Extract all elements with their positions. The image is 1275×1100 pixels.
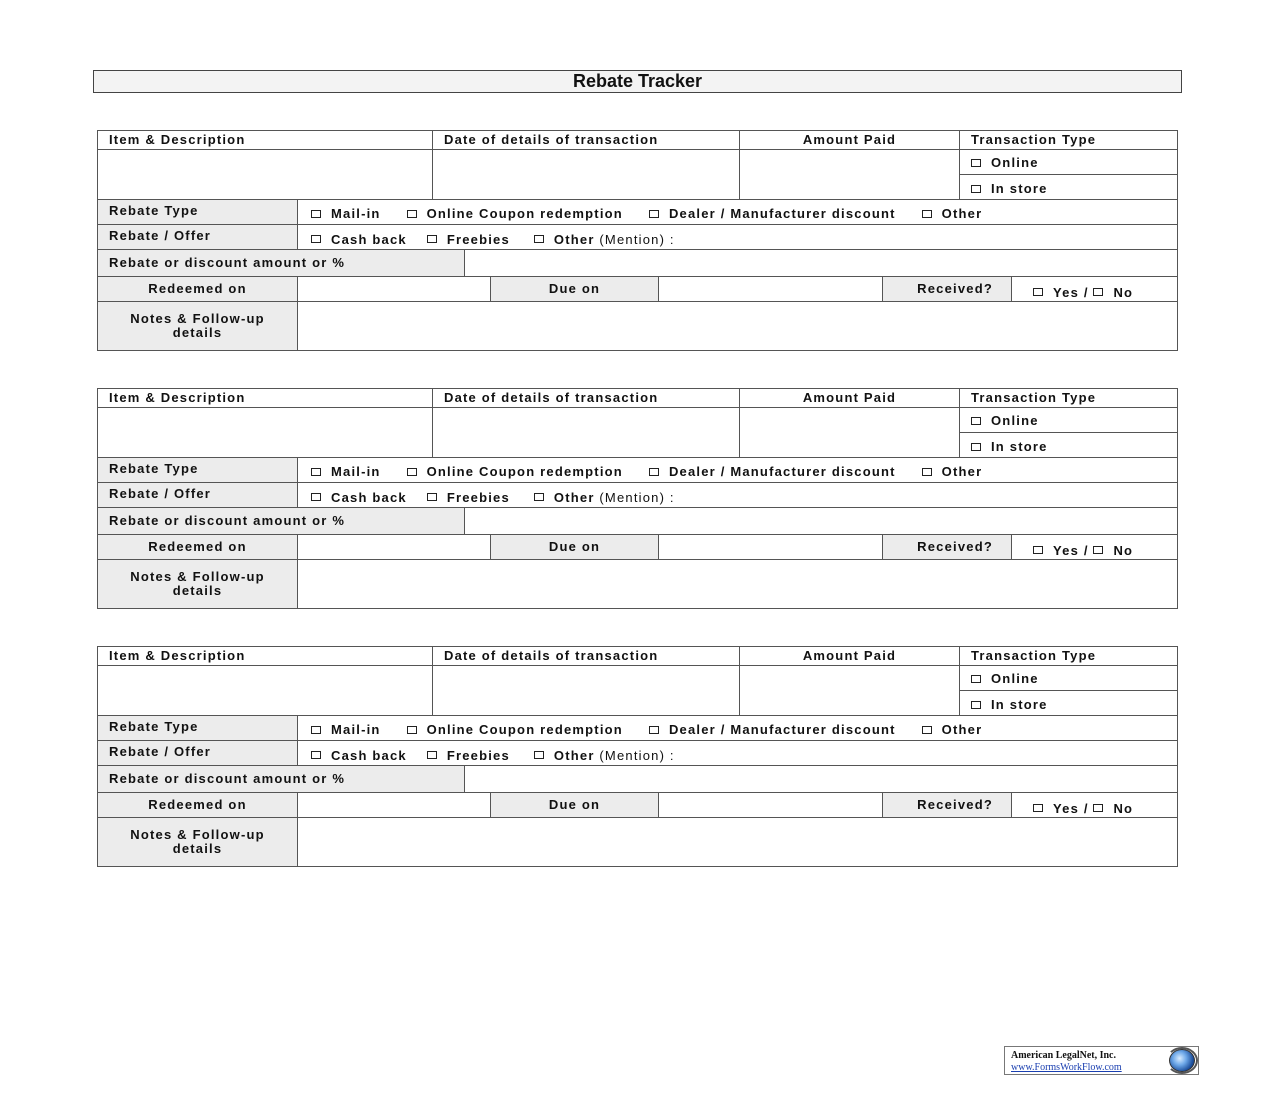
checkbox-icon[interactable] bbox=[971, 701, 981, 709]
checkbox-icon[interactable] bbox=[311, 468, 321, 476]
rebate-amount-label: Rebate or discount amount or % bbox=[97, 249, 465, 277]
company-url[interactable]: www.FormsWorkFlow.com bbox=[1011, 1062, 1122, 1073]
checkbox-icon[interactable] bbox=[649, 210, 659, 218]
amount-paid-header: Amount Paid bbox=[739, 388, 960, 408]
due-on-label: Due on bbox=[490, 276, 659, 302]
globe-icon bbox=[1169, 1049, 1195, 1072]
checkbox-icon[interactable] bbox=[1093, 804, 1103, 812]
checkbox-icon[interactable] bbox=[311, 726, 321, 734]
yes-option[interactable]: Yes / bbox=[1033, 794, 1089, 823]
notes-field[interactable] bbox=[297, 559, 1178, 609]
in-store-label: In store bbox=[991, 439, 1048, 454]
received-label: Received? bbox=[882, 276, 1012, 302]
item-description-field[interactable] bbox=[97, 407, 433, 458]
checkbox-icon[interactable] bbox=[427, 493, 437, 501]
rebate-type-options bbox=[297, 199, 1178, 225]
other-offer-option[interactable]: Other (Mention) : bbox=[534, 226, 675, 253]
other-offer-option[interactable]: Other (Mention) : bbox=[534, 484, 675, 511]
online-option[interactable] bbox=[959, 149, 1178, 175]
checkbox-icon[interactable] bbox=[1033, 546, 1043, 554]
other-offer-option[interactable]: Other (Mention) : bbox=[534, 742, 675, 769]
rebate-offer-label: Rebate / Offer bbox=[97, 740, 298, 766]
checkbox-icon[interactable] bbox=[534, 493, 544, 501]
checkbox-icon[interactable] bbox=[1033, 288, 1043, 296]
received-options bbox=[1011, 792, 1178, 818]
checkbox-icon[interactable] bbox=[971, 675, 981, 683]
rebate-type-options bbox=[297, 715, 1178, 741]
notes-label: Notes & Follow-up details bbox=[97, 559, 298, 609]
checkbox-icon[interactable] bbox=[311, 493, 321, 501]
item-description-field[interactable] bbox=[97, 149, 433, 200]
received-label: Received? bbox=[882, 534, 1012, 560]
checkbox-icon[interactable] bbox=[427, 235, 437, 243]
date-details-field[interactable] bbox=[432, 407, 740, 458]
item-description-header: Item & Description bbox=[97, 646, 433, 666]
rebate-offer-options bbox=[297, 224, 1178, 250]
rebate-amount-label: Rebate or discount amount or % bbox=[97, 765, 465, 793]
in-store-option[interactable] bbox=[959, 432, 1178, 458]
received-options bbox=[1011, 534, 1178, 560]
in-store-label: In store bbox=[991, 181, 1048, 196]
checkbox-icon[interactable] bbox=[971, 185, 981, 193]
amount-paid-header: Amount Paid bbox=[739, 130, 960, 150]
online-coupon-option[interactable]: Online Coupon redemption bbox=[407, 458, 623, 486]
online-label: Online bbox=[991, 413, 1039, 428]
cash-back-option[interactable]: Cash back bbox=[311, 484, 407, 511]
in-store-option[interactable] bbox=[959, 174, 1178, 200]
checkbox-icon[interactable] bbox=[971, 159, 981, 167]
due-on-label: Due on bbox=[490, 792, 659, 818]
amount-paid-field[interactable] bbox=[739, 407, 960, 458]
other-type-option[interactable]: Other bbox=[922, 716, 983, 744]
checkbox-icon[interactable] bbox=[534, 751, 544, 759]
mail-in-option[interactable]: Mail-in bbox=[311, 200, 381, 228]
transaction-type-header: Transaction Type bbox=[959, 130, 1178, 150]
in-store-option[interactable] bbox=[959, 690, 1178, 716]
cash-back-option[interactable]: Cash back bbox=[311, 226, 407, 253]
due-on-field[interactable] bbox=[658, 534, 883, 560]
online-label: Online bbox=[991, 155, 1039, 170]
date-details-field[interactable] bbox=[432, 665, 740, 716]
rebate-type-options bbox=[297, 457, 1178, 483]
mention-label: (Mention) : bbox=[599, 231, 675, 247]
in-store-label: In store bbox=[991, 697, 1048, 712]
amount-paid-field[interactable] bbox=[739, 149, 960, 200]
checkbox-icon[interactable] bbox=[407, 210, 417, 218]
notes-label: Notes & Follow-up details bbox=[97, 301, 298, 351]
freebies-option[interactable]: Freebies bbox=[427, 484, 510, 511]
rebate-entry-block bbox=[97, 388, 1178, 609]
redeemed-on-field[interactable] bbox=[297, 792, 491, 818]
checkbox-icon[interactable] bbox=[1093, 288, 1103, 296]
rebate-type-label: Rebate Type bbox=[97, 199, 298, 225]
checkbox-icon[interactable] bbox=[922, 210, 932, 218]
mention-label: (Mention) : bbox=[599, 747, 675, 763]
due-on-field[interactable] bbox=[658, 792, 883, 818]
rebate-type-label: Rebate Type bbox=[97, 715, 298, 741]
no-option[interactable]: No bbox=[1093, 278, 1133, 307]
checkbox-icon[interactable] bbox=[922, 468, 932, 476]
notes-field[interactable] bbox=[297, 301, 1178, 351]
transaction-type-header: Transaction Type bbox=[959, 388, 1178, 408]
checkbox-icon[interactable] bbox=[311, 210, 321, 218]
redeemed-on-field[interactable] bbox=[297, 276, 491, 302]
yes-option[interactable]: Yes / bbox=[1033, 278, 1089, 307]
rebate-offer-label: Rebate / Offer bbox=[97, 482, 298, 508]
rebate-offer-label: Rebate / Offer bbox=[97, 224, 298, 250]
notes-label: Notes & Follow-up details bbox=[97, 817, 298, 867]
checkbox-icon[interactable] bbox=[922, 726, 932, 734]
rebate-entry-block bbox=[97, 130, 1178, 351]
date-details-header: Date of details of transaction bbox=[432, 388, 740, 408]
transaction-type-header: Transaction Type bbox=[959, 646, 1178, 666]
dealer-manufacturer-option[interactable]: Dealer / Manufacturer discount bbox=[649, 716, 896, 744]
due-on-field[interactable] bbox=[658, 276, 883, 302]
redeemed-on-field[interactable] bbox=[297, 534, 491, 560]
checkbox-icon[interactable] bbox=[971, 417, 981, 425]
item-description-field[interactable] bbox=[97, 665, 433, 716]
other-type-option[interactable]: Other bbox=[922, 458, 983, 486]
yes-option[interactable]: Yes / bbox=[1033, 536, 1089, 565]
received-options bbox=[1011, 276, 1178, 302]
due-on-label: Due on bbox=[490, 534, 659, 560]
company-logo[interactable] bbox=[1004, 1046, 1199, 1075]
checkbox-icon[interactable] bbox=[649, 726, 659, 734]
form-title: Rebate Tracker bbox=[93, 70, 1182, 93]
amount-paid-field[interactable] bbox=[739, 665, 960, 716]
no-option[interactable]: No bbox=[1093, 536, 1133, 565]
no-option[interactable]: No bbox=[1093, 794, 1133, 823]
dealer-manufacturer-option[interactable]: Dealer / Manufacturer discount bbox=[649, 200, 896, 228]
rebate-amount-label: Rebate or discount amount or % bbox=[97, 507, 465, 535]
mail-in-option[interactable]: Mail-in bbox=[311, 716, 381, 744]
redeemed-on-label: Redeemed on bbox=[97, 276, 298, 302]
online-coupon-option[interactable]: Online Coupon redemption bbox=[407, 716, 623, 744]
checkbox-icon[interactable] bbox=[407, 468, 417, 476]
checkbox-icon[interactable] bbox=[311, 235, 321, 243]
freebies-option[interactable]: Freebies bbox=[427, 742, 510, 769]
company-name: American LegalNet, Inc. bbox=[1011, 1050, 1116, 1061]
online-coupon-option[interactable]: Online Coupon redemption bbox=[407, 200, 623, 228]
cash-back-option[interactable]: Cash back bbox=[311, 742, 407, 769]
rebate-amount-field[interactable] bbox=[464, 249, 1178, 277]
rebate-entry-block bbox=[97, 646, 1178, 867]
checkbox-icon[interactable] bbox=[649, 468, 659, 476]
rebate-amount-field[interactable] bbox=[464, 507, 1178, 535]
online-label: Online bbox=[991, 671, 1039, 686]
date-details-field[interactable] bbox=[432, 149, 740, 200]
checkbox-icon[interactable] bbox=[427, 751, 437, 759]
mention-label: (Mention) : bbox=[599, 489, 675, 505]
freebies-option[interactable]: Freebies bbox=[427, 226, 510, 253]
checkbox-icon[interactable] bbox=[971, 443, 981, 451]
rebate-type-label: Rebate Type bbox=[97, 457, 298, 483]
mail-in-option[interactable]: Mail-in bbox=[311, 458, 381, 486]
other-type-option[interactable]: Other bbox=[922, 200, 983, 228]
redeemed-on-label: Redeemed on bbox=[97, 792, 298, 818]
rebate-offer-options bbox=[297, 482, 1178, 508]
notes-field[interactable] bbox=[297, 817, 1178, 867]
dealer-manufacturer-option[interactable]: Dealer / Manufacturer discount bbox=[649, 458, 896, 486]
amount-paid-header: Amount Paid bbox=[739, 646, 960, 666]
online-option[interactable] bbox=[959, 665, 1178, 691]
date-details-header: Date of details of transaction bbox=[432, 646, 740, 666]
date-details-header: Date of details of transaction bbox=[432, 130, 740, 150]
checkbox-icon[interactable] bbox=[1093, 546, 1103, 554]
checkbox-icon[interactable] bbox=[407, 726, 417, 734]
item-description-header: Item & Description bbox=[97, 130, 433, 150]
item-description-header: Item & Description bbox=[97, 388, 433, 408]
redeemed-on-label: Redeemed on bbox=[97, 534, 298, 560]
online-option[interactable] bbox=[959, 407, 1178, 433]
checkbox-icon[interactable] bbox=[1033, 804, 1043, 812]
rebate-amount-field[interactable] bbox=[464, 765, 1178, 793]
checkbox-icon[interactable] bbox=[311, 751, 321, 759]
checkbox-icon[interactable] bbox=[534, 235, 544, 243]
rebate-offer-options bbox=[297, 740, 1178, 766]
received-label: Received? bbox=[882, 792, 1012, 818]
